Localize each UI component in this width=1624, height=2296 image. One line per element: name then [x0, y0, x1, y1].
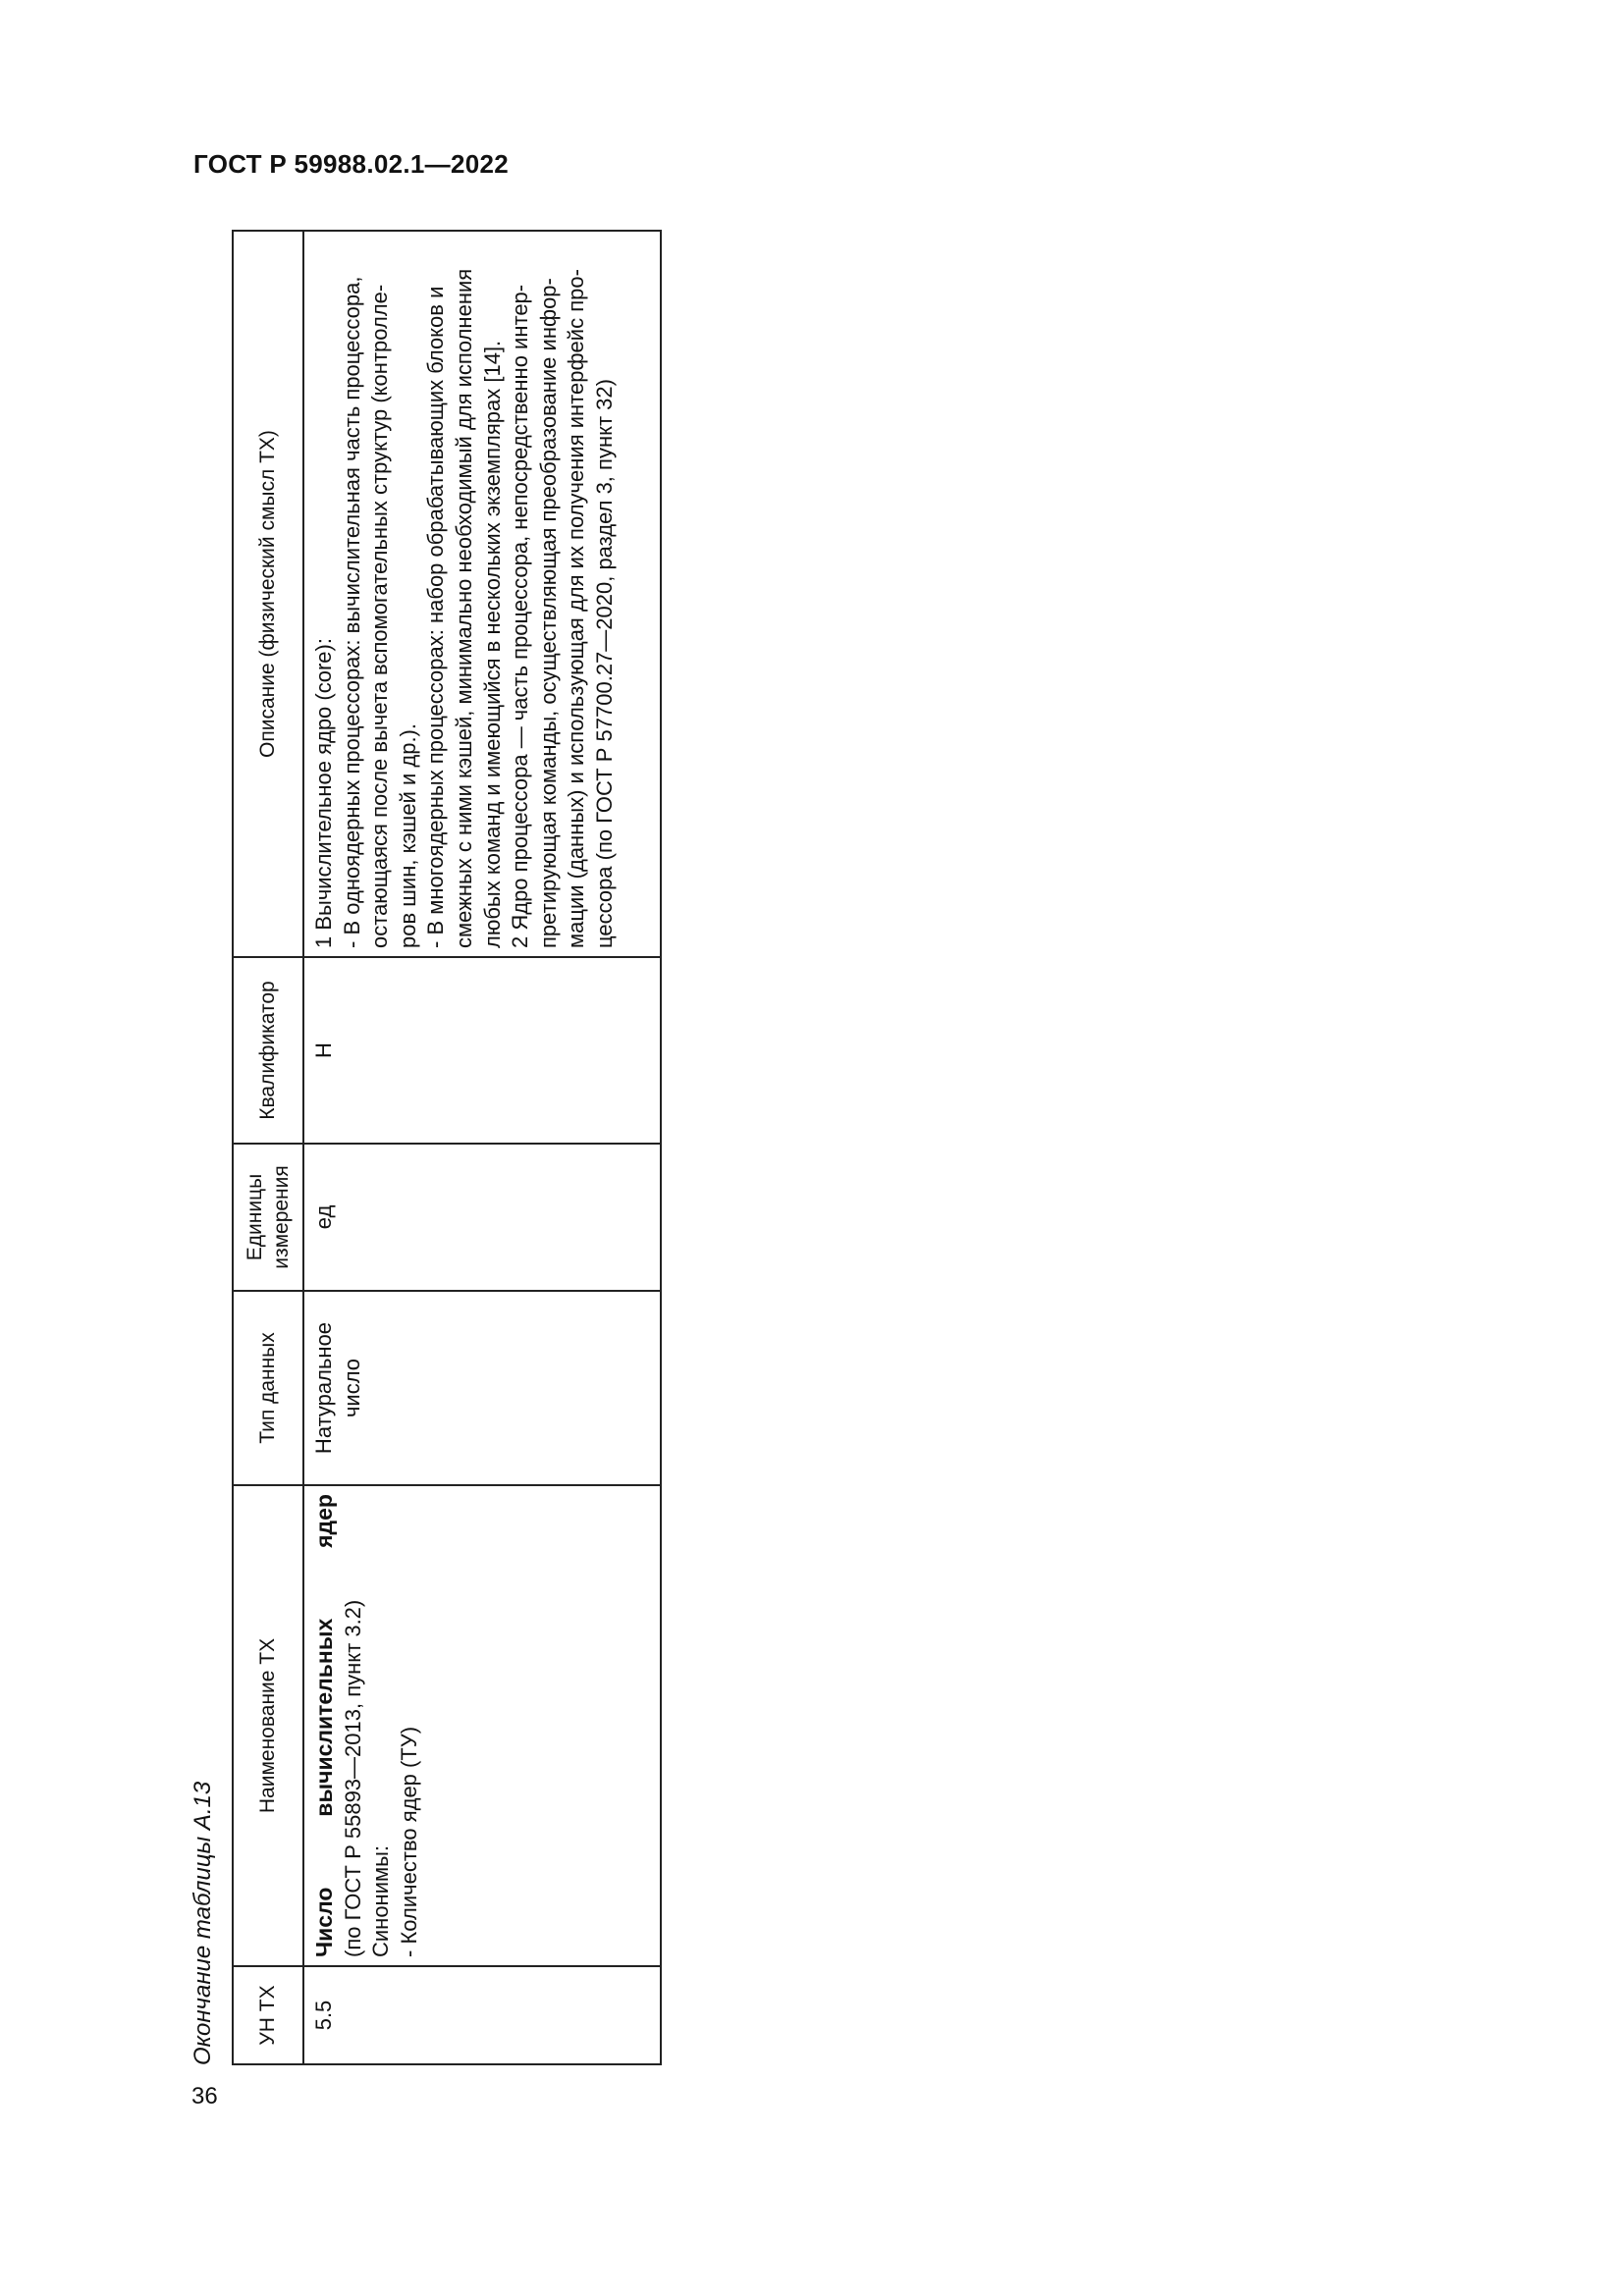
name-word: Число: [311, 1887, 337, 1957]
synonym-item: - Количество ядер (ТУ): [397, 1726, 422, 1957]
cell-name: [303, 1485, 661, 1966]
column-header-qualifier: Квалификатор: [233, 957, 303, 1144]
table-caption: Окончание таблицы А.13: [189, 1781, 216, 2065]
cell-qualifier: Н: [303, 957, 661, 1144]
column-header-id: УН ТХ: [233, 1966, 303, 2064]
column-header-description: Описание (физический смысл ТХ): [233, 231, 303, 957]
description-line: - В многоядерных процессорах: набор обрабатывающих блоков и: [423, 286, 449, 948]
description-line: любых команд и имеющийся в нескольких экземплярах [14].: [479, 340, 505, 948]
description-line: 1 Вычислительное ядро (core):: [311, 638, 336, 948]
description-line: смежных с ними кэшей, минимально необходимый для исполнения: [451, 268, 476, 948]
column-header-units: Единицы измерения: [233, 1144, 303, 1291]
description-line: остающаяся после вычета вспомогательных структур (контролле-: [367, 284, 393, 948]
description-line: цессора (по ГОСТ Р 57700.27—2020, раздел 3, пункт 32): [591, 379, 617, 948]
cell-units: ед: [303, 1144, 661, 1291]
description-line: ров шин, кэшей и др.).: [395, 723, 420, 948]
name-word: ядер: [311, 1494, 337, 1548]
synonyms-label: Синонимы:: [368, 1844, 394, 1957]
column-header-data-type: Тип данных: [233, 1291, 303, 1485]
page-number: 36: [191, 2083, 218, 2109]
name-word: вычислительных: [311, 1618, 337, 1817]
characteristics-table: [232, 230, 662, 2065]
name-reference: (по ГОСТ Р 55893—2013, пункт 3.2): [340, 1599, 365, 1957]
description-line: претирующая команды, осуществляющая преобразование инфор-: [535, 278, 561, 948]
column-header-name: Наименование ТХ: [233, 1485, 303, 1966]
description-line: мации (данных) и использующая для их получения интерфейс про-: [564, 269, 589, 948]
document-title: ГОСТ Р 59988.02.1—2022: [193, 149, 509, 179]
table-header-row: [233, 231, 303, 2064]
characteristic-name: [310, 1494, 340, 1957]
cell-id: 5.5: [303, 1966, 661, 2064]
description-line: - В одноядерных процессорах: вычислительная часть процессора,: [339, 276, 364, 948]
rotated-table-block: [189, 232, 617, 2065]
cell-description: [303, 231, 661, 957]
description-line: 2 Ядро процессора — часть процессора, непосредственно интер-: [508, 284, 533, 948]
table-row: [303, 231, 661, 2064]
cell-data-type: Натуральное число: [303, 1291, 661, 1485]
